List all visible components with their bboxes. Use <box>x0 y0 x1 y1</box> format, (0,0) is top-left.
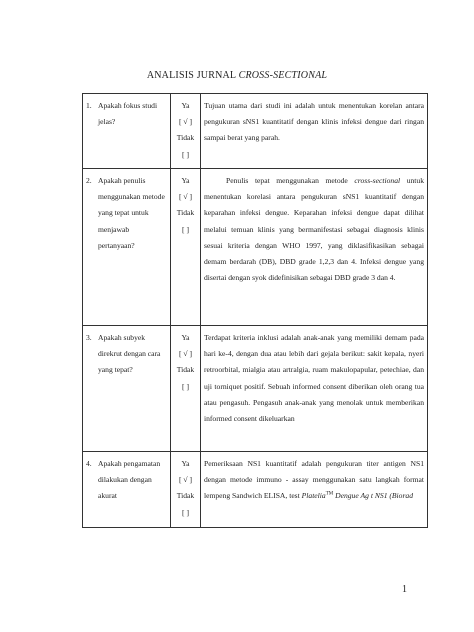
answer-italic-cont: Dengue Ag t NS1 (Biorad <box>335 491 414 501</box>
option-ya-checkbox[interactable]: [ √ ] <box>178 192 193 202</box>
question-number: 2. <box>86 176 92 185</box>
table-row <box>83 169 428 326</box>
answer-cell <box>201 94 428 169</box>
option-cell <box>171 452 201 528</box>
question-cell <box>83 326 171 452</box>
option-cell <box>171 326 201 452</box>
answer-cell <box>201 326 428 452</box>
answer-cell <box>201 452 428 528</box>
page-number: 1 <box>402 584 407 595</box>
option-cell <box>171 94 201 169</box>
option-tidak-label: Tidak <box>176 365 195 375</box>
document-title <box>0 70 474 81</box>
answer-text-cont: untuk menentukan korelasi antara pengukuran sNS1 kuantitatif dengan keparahan infeksi dengue. Keparahan infeksi dengue dapat dilihat melalui temuan klinis yang bermanifestasi sebagai diagnosis klinis sesuai kriteria dengan WHO 1997, yang diklasifikasikan sebagai demam berdarah (DB), DBD grade 1,2,3 dan 4. Infeksi dengue yang disertai dengan syok didefinisikan sebagai DBD grade 3 dan 4. <box>204 176 425 283</box>
option-ya-label: Ya <box>181 459 190 468</box>
table-row <box>83 94 428 169</box>
analysis-table <box>82 93 428 528</box>
answer-text: Tujuan utama dari studi ini adalah untuk menentukan korelan antara pengukuran sNS1 kuantitatif dengan klinis infeksi dengue dari ringan sampai berat yang parah. <box>204 101 424 143</box>
option-ya-label: Ya <box>181 333 190 342</box>
answer-text: Penulis tepat menggunakan metode <box>226 176 348 185</box>
option-tidak-label: Tidak <box>176 208 195 218</box>
question-cell <box>83 452 171 528</box>
question-number: 1. <box>86 101 92 110</box>
option-ya-checkbox[interactable]: [ √ ] <box>178 117 193 127</box>
question-number: 4. <box>86 459 92 468</box>
option-ya-checkbox[interactable]: [ √ ] <box>178 349 193 359</box>
question-text: Apakah penulis menggunakan metode yang tepat untuk menjawab pertanyaan? <box>98 176 165 250</box>
answer-italic: cross-sectional <box>354 176 401 185</box>
option-tidak-label: Tidak <box>176 133 195 143</box>
answer-cell <box>201 169 428 326</box>
table-row <box>83 326 428 452</box>
question-number: 3. <box>86 333 92 342</box>
option-tidak-label: Tidak <box>176 491 195 501</box>
option-tidak-checkbox[interactable]: [ ] <box>182 507 189 517</box>
title-main: ANALISIS JURNAL <box>146 70 236 81</box>
answer-superscript: TM <box>325 491 334 497</box>
question-text: Apakah subyek direkrut dengan cara yang tepat? <box>98 333 161 375</box>
option-ya-label: Ya <box>181 101 190 110</box>
answer-text: Pemeriksaan NS1 kuantitatif adalah pengukuran titer antigen NS1 dengan metode immuno - assay menggunakan satu langkah format lempeng Sandwich ELISA, test <box>204 459 424 501</box>
option-ya-label: Ya <box>181 176 190 185</box>
answer-text: Terdapat kriteria inklusi adalah anak-anak yang memiliki demam pada hari ke-4, dengan dua atau lebih dari gejala berikut: sakit kepala, nyeri retroorbital, mialgia atau artralgia, ruam makulopapular, petechiae, dan uji torniquet positif. Sebuah informed consent diberikan oleh orang tua atau pengasuh. Pengasuh anak-anak yang menolak untuk memberikan informed consent dikeluarkan <box>204 333 424 424</box>
option-cell <box>171 169 201 326</box>
title-italic: CROSS-SECTIONAL <box>238 70 328 81</box>
question-text: Apakah fokus studi jelas? <box>98 101 158 127</box>
answer-italic: Platelia <box>301 491 326 501</box>
table-row <box>83 452 428 528</box>
question-cell <box>83 94 171 169</box>
question-text: Apakah pengamatan dilakukan dengan akurat <box>98 459 161 501</box>
question-cell <box>83 169 171 326</box>
option-ya-checkbox[interactable]: [ √ ] <box>178 475 193 485</box>
option-tidak-checkbox[interactable]: [ ] <box>182 224 189 234</box>
option-tidak-checkbox[interactable]: [ ] <box>182 149 189 159</box>
option-tidak-checkbox[interactable]: [ ] <box>182 381 189 391</box>
